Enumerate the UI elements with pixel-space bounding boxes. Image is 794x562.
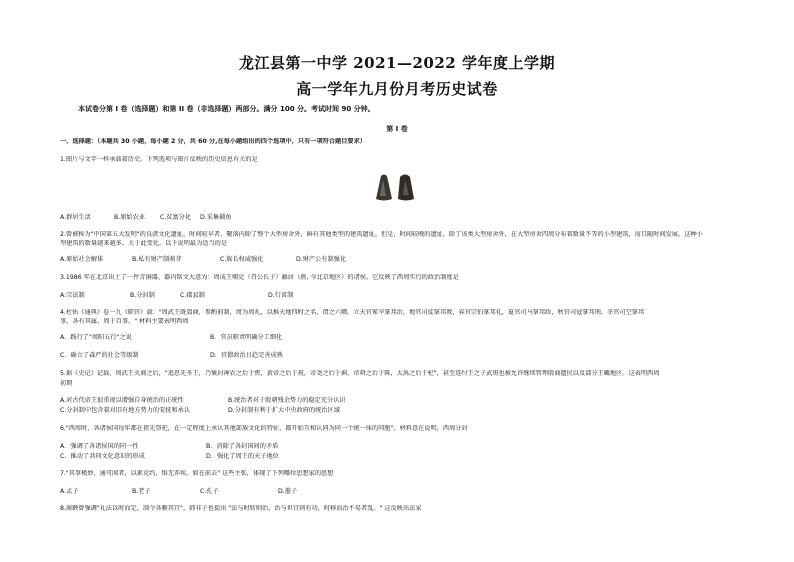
section-heading: 一、选择题：（本题共 30 小题，每小题 2 分，共 60 分,在每小题给出的四个选项中，只有一项符合题目要求） (60, 138, 366, 145)
option-d: D.行省制 (268, 292, 294, 299)
exam-info: 本试卷分第 I 卷（选择题）和第 II 卷（非选择题）两部分。满分 100 分。考试时间 90 分钟。 (78, 105, 375, 113)
option-c: C.孔子 (200, 488, 219, 495)
option-a: A.原始社会解体 (60, 256, 104, 263)
option-a: A.宗法制 (60, 292, 85, 299)
option-c: C.贫富分化 (160, 214, 192, 221)
option-d: D.财产公有制强化 (296, 256, 347, 263)
question-3-stem: 3.1986 年在北京出土了一件青铜器，器内铭文大意为：周成王赐克（召公长子）疆居（燕, 今北京地区）的诸侯。它反映了西周实行的政治制度是 (60, 274, 459, 281)
question-4-stem: 事，各有其属，周于百事。" 材料主要表明西周 (60, 318, 189, 325)
question-2-stem: 型建筑的数量越来越多。关于此变化，以下说明最为适当的是 (60, 240, 228, 247)
option-b: B.原始农业 (114, 214, 145, 221)
question-7-stem: 7."其事极妙，通可闻者，以素克约，惧无养疾，如在前去" 这些主张，体现了下列哪位思想家的思想 (60, 470, 334, 477)
question-8-stem: 8.商鞅曾强调"礼法以时而定，制令各顺其宜"，韩非子也提出 "法与时转则治，治与世宜则有功，时移而治不易者乱。" 这反映出法家 (60, 505, 422, 512)
option-c: C.族长权威强化 (220, 256, 264, 263)
option-a: A.群居生活 (60, 214, 91, 221)
option-d: D．强化了周王的天子地位 (206, 453, 279, 460)
option-c: C．确立了森严的社会等级制 (60, 352, 139, 359)
exam-title-line1: 龙江县第一中学 2021—2022 学年度上学期 (239, 54, 555, 72)
exam-title-line2: 高一学年九月份月考历史试卷 (296, 80, 498, 98)
option-b: B.统治者对于殷朝残余势力的稳定充分认识 (228, 397, 346, 404)
option-b: B．官员职责明确分工细化 (210, 334, 283, 341)
option-a: A.孟子 (60, 488, 79, 495)
option-d: D.采集捕鱼 (200, 214, 232, 221)
question-1-stem: 1.图片与文字一样承载着历史。下列选项与图片反映的历史信息有关的是 (60, 156, 258, 163)
stone-tool-image (372, 172, 418, 202)
option-b: B.老子 (132, 488, 151, 495)
question-6-stem: 6."西周时，各诸侯国每年都在祖先祭祀，在一定程度上承认其他部族文化的特征，都开始互相认同为同一个统一体的同胞"。材料意在说明，西周分封 (60, 425, 468, 432)
question-2-stem: 2.曾被称为"中国第五大发明"的良渚文化遗址，时间较早者，聚落内除了整个大型房舍外，鲜有其他类型的建筑遗址。但是，时间较晚的遗址，除了该类大型房舍外，在大型房舍四周分布着数量不等的小型建筑，而且随时间发展，这种小 (60, 231, 703, 238)
question-5-stem: 5.据《史记》记载，周武王灭商之后，"追思先圣王，乃褒封神农之后于焦，黄帝之后于祝，帝尧之后于蓟，帝舜之后于陈，大禹之后于杞"，甚至连纣王之子武庚也被允许继续管理殷商遗民以及部分王畿地区。这表明西周 (60, 370, 660, 377)
option-b: B.分封制 (130, 292, 155, 299)
option-b: B.私有财产制萌芽 (132, 256, 182, 263)
volume-heading: 第 I 卷 (386, 125, 408, 133)
option-d: D.墨子 (278, 488, 298, 495)
option-c: C.分封制中包含着对旧有地方势力的安抚和承认 (60, 407, 191, 414)
option-a: A.对古代帝王很重视以增强自身统治的正统性 (60, 397, 184, 404)
option-b: B．消除了各封国间的矛盾 (206, 443, 279, 450)
question-5-stem: 初期 (60, 380, 73, 387)
option-a: A．践行了"周阳五行"之说 (60, 334, 132, 341)
question-4-stem: 4.杜佑《通典》卷一九《职官》载："周武王既翦商，参酌前制，周为周礼，以推天地四时之名，谓之六卿。立天官冢宰掌邦治，地官司徒掌邦教，春官宗伯掌邦礼，夏官司马掌邦政，秋官司寇掌邦刑，冬官司空掌邦 (60, 309, 645, 316)
option-c: C．推动了共同文化意识的形成 (60, 453, 145, 460)
option-d: D．官僚政治日趋完善成熟 (210, 352, 283, 359)
option-d: D.分封制有利于扩大中央政府的统治区域 (228, 407, 340, 414)
option-c: C.郡县制 (180, 292, 205, 299)
option-a: A．强调了各诸侯国的同一性 (60, 443, 139, 450)
